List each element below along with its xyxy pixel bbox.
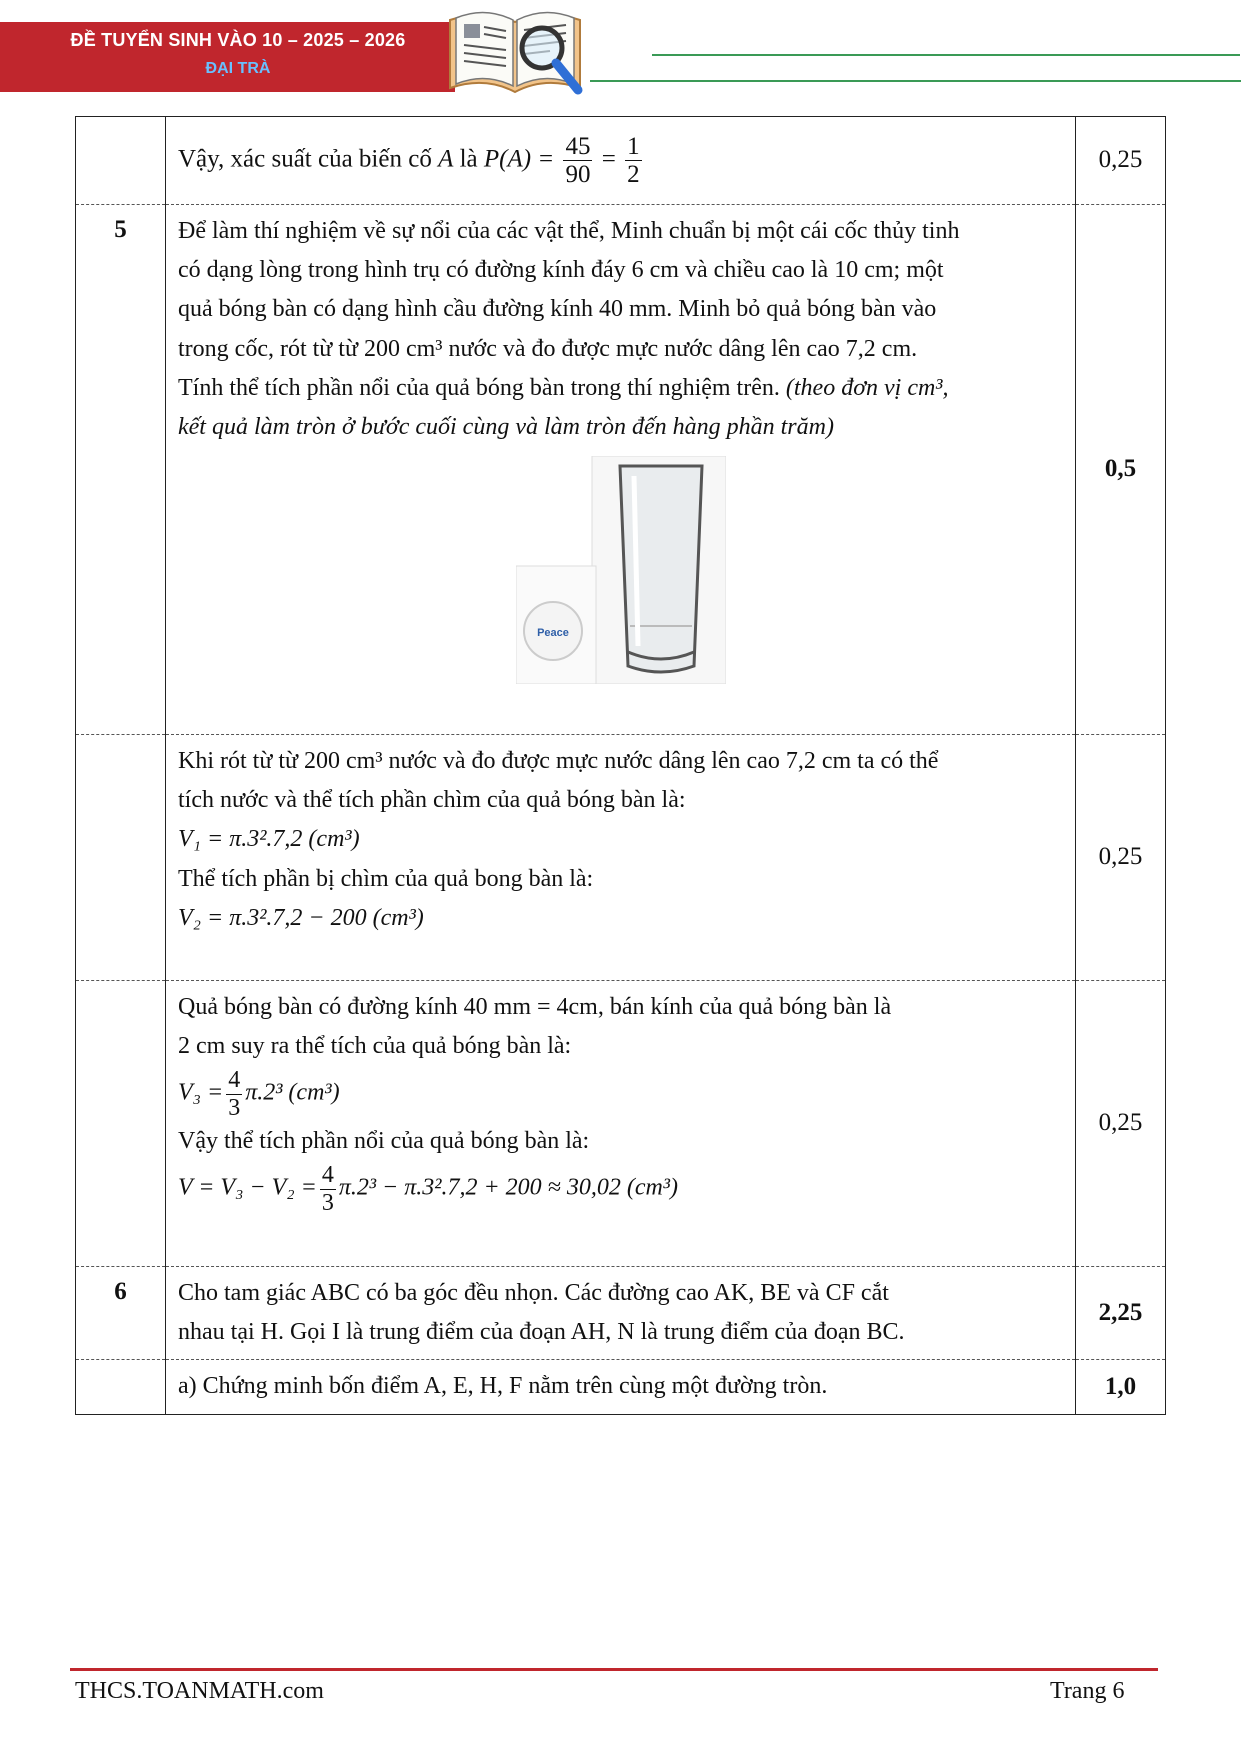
table-row [76, 205, 1166, 735]
answer-text: Quả bóng bàn có đường kính 40 mm = 4cm, bán kính của quả bóng bàn là [178, 994, 892, 1020]
svg-text:Peace: Peace [536, 627, 569, 640]
score: 1,0 [1076, 1360, 1166, 1414]
answer-text: tích nước và thể tích phần chìm của quả bóng bàn là: [178, 787, 686, 814]
question-number: 5 [76, 205, 166, 735]
answer-cell [166, 1360, 1076, 1414]
equals: = [601, 145, 616, 173]
table-row [76, 981, 1166, 1267]
table-row [76, 117, 1166, 205]
question-cell [166, 205, 1076, 735]
exam-title: ĐỀ TUYỂN SINH VÀO 10 – 2025 – 2026 [70, 30, 406, 50]
answer-text: Thể tích phần bị chìm của quả bong bàn là: [178, 865, 594, 892]
question-text: quả bóng bàn có dạng hình cầu đường kính 40 mm. Minh bỏ quả bóng bàn vào [178, 296, 937, 323]
empty-cell [76, 735, 166, 981]
question-text: trong cốc, rót từ từ 200 cm³ nước và đo được mực nước dâng lên cao 7,2 cm. [178, 335, 918, 362]
answer-cell [166, 981, 1076, 1267]
glass-icon [516, 456, 726, 684]
question-text: a) Chứng minh bốn điểm A, E, H, F nằm trên cùng một đường tròn. [178, 1373, 828, 1400]
event-var: A [438, 145, 454, 173]
header-line-top [652, 54, 1240, 56]
answer-cell [166, 735, 1076, 981]
empty-cell [76, 1360, 166, 1414]
score: 0,5 [1076, 205, 1166, 735]
text: là [459, 145, 478, 173]
table-row [76, 1267, 1166, 1360]
answer-text: 2 cm suy ra thể tích của quả bóng bàn là: [178, 1033, 572, 1060]
prob-expr: P(A) = [483, 145, 555, 173]
question-note: kết quả làm tròn ở bước cuối cùng và làm tròn đến hàng phần trăm) [178, 413, 834, 440]
formula: V₃ = $\frac{4}{3}$ π.2³ (cm³) [178, 1067, 340, 1121]
question-cell [166, 1267, 1076, 1360]
fraction: $\frac{1}{2}$ [627, 132, 640, 188]
score: 0,25 [1076, 981, 1166, 1267]
header-banner [0, 22, 455, 92]
empty-cell [76, 981, 166, 1267]
fraction: $\frac{45}{90}$ [565, 132, 591, 188]
glass-and-ball-figure [516, 456, 726, 684]
formula: V = V₃ − V₂ = $\frac{4}{3}$ π.2³ − π.3².7,2 + 200 ≈ 30,02 (cm³) [178, 1162, 678, 1216]
exam-subtitle: ĐẠI TRÀ [205, 60, 271, 77]
question-number: 6 [76, 1267, 166, 1360]
question-text: nhau tại H. Gọi I là trung điểm của đoạn AH, N là trung điểm của đoạn BC. [178, 1319, 905, 1346]
question-text: có dạng lòng trong hình trụ có đường kính đáy 6 cm và chiều cao là 10 cm; một [178, 257, 944, 284]
header-line-bottom [590, 80, 1241, 82]
question-text: Cho tam giác ABC có ba góc đều nhọn. Các đường cao AK, BE và CF cắt [178, 1280, 889, 1306]
footer-line [70, 1668, 1158, 1671]
table-row [76, 735, 1166, 981]
page-number: Trang 6 [1050, 1678, 1125, 1704]
book-magnifier-icon [440, 0, 590, 104]
answer-cell [166, 117, 1076, 205]
text: Vậy, xác suất của biến cố [178, 145, 432, 173]
answer-table [75, 116, 1166, 1415]
score: 0,25 [1076, 735, 1166, 981]
question-number [76, 117, 166, 205]
question-text: Để làm thí nghiệm về sự nổi của các vật thể, Minh chuẩn bị một cái cốc thủy tinh [178, 218, 960, 244]
answer-text: Vậy thể tích phần nổi của quả bóng bàn là: [178, 1128, 590, 1155]
formula: V₁ = π.3².7,2 (cm³) [178, 826, 360, 853]
question-text: Tính thể tích phần nổi của quả bóng bàn trong thí nghiệm trên. (theo đơn vị cm³, [178, 374, 949, 401]
score: 0,25 [1076, 117, 1166, 205]
formula: V₂ = π.3².7,2 − 200 (cm³) [178, 904, 424, 931]
answer-text: Khi rót từ từ 200 cm³ nước và đo được mực nước dâng lên cao 7,2 cm ta có thể [178, 748, 939, 774]
footer-site: THCS.TOANMATH.com [75, 1678, 324, 1704]
table-row [76, 1360, 1166, 1414]
score: 2,25 [1076, 1267, 1166, 1360]
